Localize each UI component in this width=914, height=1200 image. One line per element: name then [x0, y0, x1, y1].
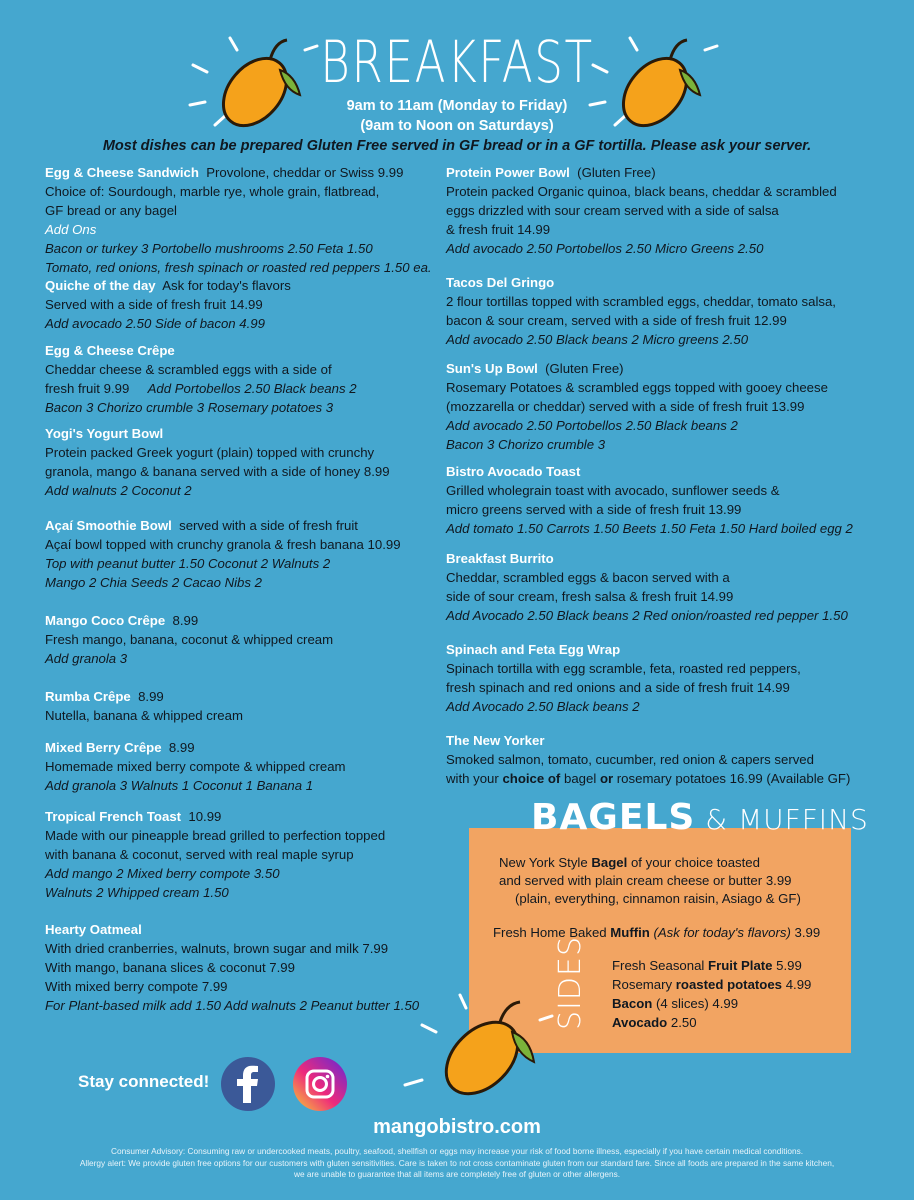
item-addons: Add walnuts 2 Coconut 2: [45, 483, 192, 498]
menu-item-breakfast-burrito: [446, 549, 848, 625]
item-name: Spinach and Feta Egg Wrap: [446, 642, 621, 657]
side-text-bold: Bacon: [612, 996, 653, 1011]
instagram-icon[interactable]: [293, 1057, 347, 1111]
item-note: (Gluten Free): [577, 165, 656, 180]
item-desc: GF bread or any bagel: [45, 203, 177, 218]
item-note: Provolone, cheddar or Swiss 9.99: [206, 165, 404, 180]
bagel-text: of your choice toasted: [627, 855, 760, 870]
item-desc: with banana & coconut, served with real maple syrup: [45, 847, 354, 862]
item-addons: Add Avocado 2.50 Black beans 2 Red onion/roasted red pepper 1.50: [446, 608, 848, 623]
bagels-title-bold: BAGELS: [531, 797, 696, 838]
item-desc: Açaí bowl topped with crunchy granola & fresh banana 10.99: [45, 537, 401, 552]
facebook-icon[interactable]: [221, 1057, 275, 1111]
item-desc: Cheddar, scrambled eggs & bacon served with a: [446, 570, 730, 585]
item-name: Tropical French Toast: [45, 809, 182, 824]
page-title: BREAKFAST: [320, 28, 594, 96]
item-addons: Tomato, red onions, fresh spinach or roasted red peppers 1.50 ea.: [45, 260, 432, 275]
item-desc: & fresh fruit 14.99: [446, 222, 551, 237]
item-addons: Add mango 2 Mixed berry compote 3.50: [45, 866, 280, 881]
item-desc: Cheddar cheese & scrambled eggs with a side of: [45, 362, 332, 377]
menu-item-spinach-feta-wrap: [446, 640, 801, 716]
item-desc: (mozzarella or cheddar) served with a side of fresh fruit 13.99: [446, 399, 805, 414]
side-text-bold: Avocado: [612, 1015, 668, 1030]
item-name: Yogi's Yogurt Bowl: [45, 426, 164, 441]
item-desc: Grilled wholegrain toast with avocado, sunflower seeds &: [446, 483, 780, 498]
item-name: Mixed Berry Crêpe: [45, 740, 162, 755]
consumer-advisory: [40, 1146, 874, 1181]
muffin-description: [493, 924, 820, 942]
menu-item-protein-power-bowl: [446, 163, 837, 258]
item-desc-bold: or: [599, 771, 614, 786]
side-text-bold: Fruit Plate: [708, 958, 773, 973]
item-desc: Smoked salmon, tomato, cucumber, red onion & capers served: [446, 752, 814, 767]
item-desc: with your: [446, 771, 503, 786]
item-name: Sun's Up Bowl: [446, 361, 538, 376]
item-desc: fresh spinach and red onions and a side of fresh fruit 14.99: [446, 680, 790, 695]
item-desc: With mixed berry compote 7.99: [45, 979, 228, 994]
side-text: Rosemary: [612, 977, 676, 992]
hours-weekday: 9am to 11am (Monday to Friday): [346, 98, 568, 114]
stay-connected-label: Stay connected!: [78, 1072, 210, 1091]
item-name: Rumba Crêpe: [45, 689, 131, 704]
addons-heading: Add Ons: [45, 222, 97, 237]
item-note: (Gluten Free): [541, 361, 624, 376]
item-name: Tacos Del Gringo: [446, 275, 555, 290]
item-addons: Add Portobellos 2.50 Black beans 2: [147, 381, 357, 396]
menu-item-tacos-del-gringo: [446, 273, 836, 349]
sides-list: [612, 956, 811, 1032]
item-addons: Top with peanut butter 1.50 Coconut 2 Walnuts 2: [45, 556, 331, 571]
item-name: Egg & Cheese Crêpe: [45, 343, 175, 358]
item-desc: Protein packed Greek yogurt (plain) topped with crunchy: [45, 445, 375, 460]
gluten-free-note: Most dishes can be prepared Gluten Free served in GF bread or in a GF tortilla. Please ask your server.: [102, 138, 812, 154]
bagel-text-bold: Bagel: [591, 855, 628, 870]
item-name: Mango Coco Crêpe: [45, 613, 166, 628]
sides-heading: SIDES: [553, 936, 588, 1030]
item-addons: Add granola 3: [45, 651, 128, 666]
item-addons: Add Avocado 2.50 Black beans 2: [446, 699, 640, 714]
menu-item-bistro-avocado-toast: [446, 462, 853, 538]
muffin-note: (Ask for today's flavors): [649, 925, 791, 940]
item-desc: With dried cranberries, walnuts, brown sugar and milk 7.99: [45, 941, 389, 956]
mango-logo-bottom-icon: [400, 990, 560, 1100]
menu-item-suns-up-bowl: [446, 359, 828, 454]
side-price: 2.50: [667, 1015, 697, 1030]
item-name: Protein Power Bowl: [446, 165, 570, 180]
item-name: The New Yorker: [446, 733, 545, 748]
item-note: Ask for today's flavors: [162, 278, 291, 293]
menu-item-mixed-berry-crepe: [45, 738, 346, 795]
item-note: served with a side of fresh fruit: [179, 518, 358, 533]
item-desc: With mango, banana slices & coconut 7.99: [45, 960, 295, 975]
item-name: Bistro Avocado Toast: [446, 464, 581, 479]
item-desc: granola, mango & banana served with a side of honey 8.99: [45, 464, 390, 479]
menu-item-mango-coco-crepe: [45, 611, 333, 668]
side-price: 4.99: [782, 977, 812, 992]
item-desc: micro greens served with a side of fresh fruit 13.99: [446, 502, 742, 517]
muffin-text-bold: Muffin: [610, 925, 650, 940]
item-desc: Fresh mango, banana, coconut & whipped cream: [45, 632, 334, 647]
menu-item-rumba-crepe: [45, 687, 243, 725]
menu-item-quiche: [45, 276, 291, 333]
item-name: Egg & Cheese Sandwich: [45, 165, 199, 180]
menu-item-tropical-french-toast: [45, 807, 385, 902]
item-addons: Bacon 3 Chorizo crumble 3 Rosemary potatoes 3: [45, 400, 334, 415]
menu-item-yogurt-bowl: [45, 424, 390, 500]
hours-saturday: (9am to Noon on Saturdays): [360, 118, 554, 134]
item-addons: Add avocado 2.50 Black beans 2 Micro greens 2.50: [446, 332, 749, 347]
side-price: (4 slices) 4.99: [652, 996, 739, 1011]
bagels-muffins-title: [531, 797, 869, 838]
item-name: Quiche of the day: [45, 278, 156, 293]
item-addons: For Plant-based milk add 1.50 Add walnuts 2 Peanut butter 1.50: [45, 998, 420, 1013]
item-name: Hearty Oatmeal: [45, 922, 142, 937]
advisory-line: Consumer Advisory: Consuming raw or undercooked meats, poultry, seafood, shellfish or eggs may increase your risk of food borne illness, especially if you have certain medical conditions.: [110, 1146, 804, 1156]
item-note: 8.99: [168, 740, 195, 755]
item-desc: 2 flour tortillas topped with scrambled eggs, cheddar, tomato salsa,: [446, 294, 836, 309]
item-note: 8.99: [138, 689, 164, 704]
item-desc: eggs drizzled with sour cream served with a side of salsa: [446, 203, 779, 218]
item-desc: Homemade mixed berry compote & whipped cream: [45, 759, 346, 774]
item-desc-bold: choice of: [502, 771, 561, 786]
item-desc: fresh fruit 9.99: [45, 381, 130, 396]
item-desc: bagel: [560, 771, 600, 786]
muffin-price: 3.99: [790, 925, 821, 940]
item-desc: side of sour cream, fresh salsa & fresh fruit 14.99: [446, 589, 734, 604]
item-desc: Made with our pineapple bread grilled to perfection topped: [45, 828, 386, 843]
item-desc: Protein packed Organic quinoa, black beans, cheddar & scrambled: [446, 184, 837, 199]
item-addons: Bacon or turkey 3 Portobello mushrooms 2.50 Feta 1.50: [45, 241, 373, 256]
item-addons: Mango 2 Chia Seeds 2 Cacao Nibs 2: [45, 575, 262, 590]
bagel-description: [499, 854, 801, 908]
advisory-line: Allergy alert: We provide gluten free options for our customers with gluten sensitivities. Care is taken to not cross contaminate gluten from our standard fare. Since all foods are prepared in the same kitchen,: [79, 1157, 835, 1168]
advisory-line: we are unable to guarantee that all items are completely free of gluten or other allergens.: [293, 1169, 621, 1179]
menu-item-acai-bowl: [45, 516, 401, 592]
side-price: 5.99: [772, 958, 802, 973]
item-desc: Spinach tortilla with egg scramble, feta, roasted red peppers,: [446, 661, 801, 676]
menu-item-new-yorker: [446, 731, 850, 788]
item-addons: Add tomato 1.50 Carrots 1.50 Beets 1.50 Feta 1.50 Hard boiled egg 2: [446, 521, 853, 536]
item-name: Açaí Smoothie Bowl: [45, 518, 172, 533]
item-note: 10.99: [188, 809, 222, 824]
muffin-text: Fresh Home Baked: [493, 925, 611, 940]
item-desc: rosemary potatoes 16.99 (Available GF): [613, 771, 851, 786]
menu-item-egg-cheese-sandwich: [45, 163, 432, 277]
item-addons: Add avocado 2.50 Side of bacon 4.99: [45, 316, 265, 331]
side-text: Fresh Seasonal: [612, 958, 709, 973]
item-addons: Add avocado 2.50 Portobellos 2.50 Micro Greens 2.50: [446, 241, 764, 256]
muffins-title: & MUFFINS: [695, 803, 869, 836]
bagel-text: and served with plain cream cheese or butter 3.99: [499, 873, 792, 888]
item-note: 8.99: [172, 613, 199, 628]
menu-item-hearty-oatmeal: [45, 920, 419, 1015]
item-desc: Rosemary Potatoes & scrambled eggs topped with gooey cheese: [446, 380, 828, 395]
item-addons: Walnuts 2 Whipped cream 1.50: [45, 885, 229, 900]
item-desc: Nutella, banana & whipped cream: [45, 708, 243, 723]
side-text-bold: roasted potatoes: [675, 977, 783, 992]
item-desc: Served with a side of fresh fruit 14.99: [45, 297, 263, 312]
bagel-flavors: (plain, everything, cinnamon raisin, Asiago & GF): [515, 891, 801, 906]
item-desc: bacon & sour cream, served with a side of fresh fruit 12.99: [446, 313, 787, 328]
item-addons: Bacon 3 Chorizo crumble 3: [446, 437, 606, 452]
menu-item-egg-cheese-crepe: [45, 341, 357, 417]
item-addons: Add granola 3 Walnuts 1 Coconut 1 Banana 1: [45, 778, 314, 793]
item-name: Breakfast Burrito: [446, 551, 554, 566]
bagel-text: New York Style: [499, 855, 592, 870]
item-addons: Add avocado 2.50 Portobellos 2.50 Black beans 2: [446, 418, 738, 433]
website-link[interactable]: mangobistro.com: [373, 1116, 541, 1138]
item-desc: Choice of: Sourdough, marble rye, whole grain, flatbread,: [45, 184, 380, 199]
